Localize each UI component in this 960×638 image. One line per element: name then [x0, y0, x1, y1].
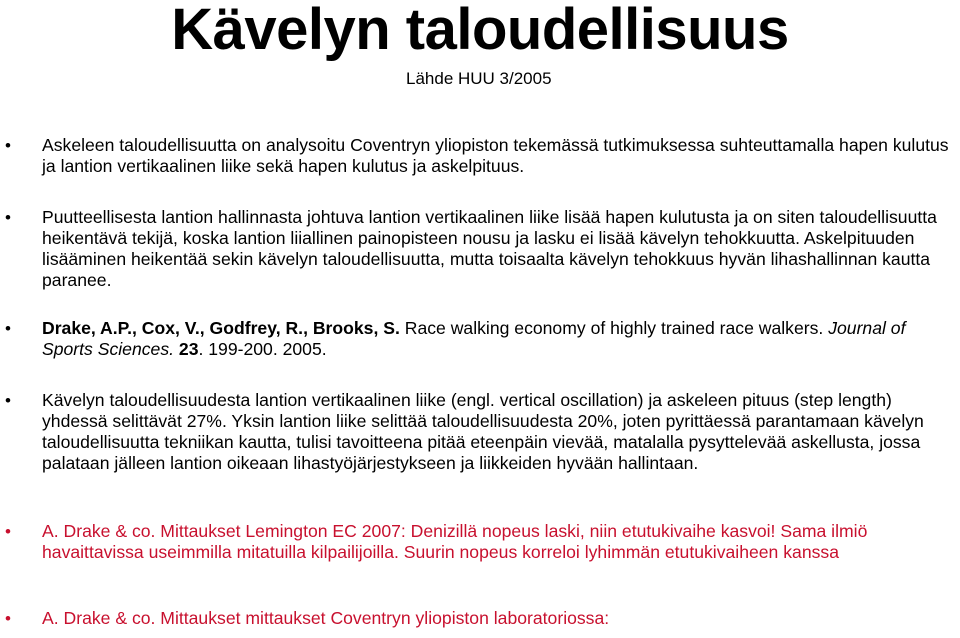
bullet-text: A. Drake & co. Mittaukset Lemington EC 2007: Denizillä nopeus laski, niin etutukivaihe kasvoi! Sama ilmiö havaittavissa useimmilla mitatuilla kilpailijoilla. Suurin nopeus korreloi lyhimmän etutukivaiheen kanssa	[42, 521, 868, 562]
bullet-icon: •	[5, 136, 11, 155]
reference-volume: 23	[178, 339, 199, 359]
slide-title: Kävelyn taloudellisuus	[171, 0, 789, 62]
bullet-item	[5, 207, 954, 291]
bullet-icon: •	[5, 391, 11, 410]
reference-journal: Journal of Sports Sciences.	[42, 318, 906, 359]
bullet-icon: •	[5, 319, 11, 338]
bullet-item-highlight	[5, 521, 954, 563]
bullet-text: Kävelyn taloudellisuudesta lantion vertikaalinen liike (engl. vertical oscillation) ja askeleen pituus (step length) yhdessä selittävät 27%. Yksin lantion liike selittää taloudellisuudesta 20%, joten pyrittäessä parantamaan kävelyn taloudellisuutta tekniikan kautta, tulisi tavoitteena pitää eteenpäin vievää, matalalla pysyttelevää askellusta, jossa palataan jälleen lantion oikeaan lihastyöjärjestykseen ja liikkeiden hyvään hallintaan.	[42, 390, 924, 473]
bullet-text: Askeleen taloudellisuutta on analysoitu Coventryn yliopiston tekemässä tutkimuksessa suhteuttamalla hapen kulutus ja lantion vertikaalinen liike sekä hapen kulutus ja askelpituus.	[42, 135, 949, 176]
reference-authors: Drake, A.P., Cox, V., Godfrey, R., Brooks, S.	[42, 318, 400, 338]
bullet-text: Puutteellisesta lantion hallinnasta johtuva lantion vertikaalinen liike lisää hapen kulutusta ja on siten taloudellisuutta heikentävä tekijä, koska lantion liiallinen painopisteen nousu ja lasku ei lisää kävelyn tehokkuutta. Askelpituuden lisääminen heikentää sekin kävelyn taloudellisuutta, mutta toisaalta kävelyn tehokkuus hyvän lihashallinnan kautta paranee.	[42, 207, 937, 290]
reference-title: Race walking economy of highly trained race walkers.	[399, 318, 829, 338]
bullet-item	[5, 135, 954, 177]
bullet-icon: •	[5, 522, 11, 541]
source-note: Lähde HUU 3/2005	[406, 69, 552, 88]
bullet-icon: •	[5, 208, 11, 227]
bullet-text: A. Drake & co. Mittaukset mittaukset Coventryn yliopiston laboratoriossa:	[42, 608, 610, 628]
reference-pages-year: . 199-200. 2005.	[198, 339, 327, 359]
bullet-item-reference	[5, 318, 954, 360]
bullet-item	[5, 390, 954, 474]
bullet-icon: •	[5, 609, 11, 628]
bullet-item-highlight	[5, 608, 954, 629]
